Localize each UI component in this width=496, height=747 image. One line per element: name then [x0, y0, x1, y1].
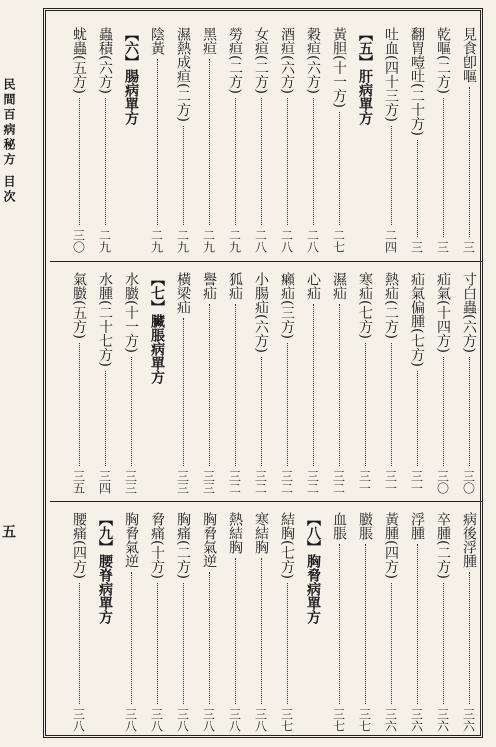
toc-entry — [66, 262, 92, 498]
dot-leader — [261, 558, 262, 704]
dot-leader — [287, 98, 288, 225]
dot-leader — [131, 357, 132, 466]
toc-entry — [118, 262, 144, 498]
toc-entry-title: 乾嘔(二方) — [435, 27, 451, 94]
toc-section-heading — [144, 262, 170, 498]
toc-entry-title: 寒疝(七方) — [357, 272, 373, 339]
toc-entry-title: 寸白蟲(六方) — [461, 272, 477, 353]
toc-entry-page: 三八 — [253, 708, 268, 732]
toc-entry-title: 寒結胸 — [253, 512, 269, 554]
dot-leader — [365, 544, 366, 704]
dot-leader — [313, 98, 314, 225]
dot-leader — [391, 126, 392, 225]
toc-entry — [274, 17, 300, 257]
toc-entry-title: 吐血(四十三方) — [383, 27, 399, 122]
toc-entry-title: 卒腫(二方) — [435, 512, 451, 579]
dot-leader — [105, 98, 106, 225]
toc-section-3 — [50, 501, 482, 736]
dot-leader — [443, 98, 444, 237]
toc-entry — [196, 262, 222, 498]
dot-leader — [235, 558, 236, 704]
toc-entry-page: 三七 — [331, 708, 346, 732]
toc-entry — [326, 17, 352, 257]
dot-leader — [105, 371, 106, 466]
toc-entry-title: 熱疝(二方) — [383, 272, 399, 339]
toc-entry-title: 酒疸(六方) — [279, 27, 295, 94]
toc-frame — [43, 8, 483, 738]
toc-entry-title: 水腫(二十七方) — [97, 272, 113, 367]
toc-entry-page: 三二 — [227, 470, 242, 494]
toc-entry-page: 三 — [461, 241, 476, 253]
toc-entry-page: 三二 — [279, 470, 294, 494]
toc-entry — [404, 17, 430, 257]
toc-entry-title: 【九】腰脊病單方 — [97, 512, 113, 624]
toc-entry-page: 二九 — [175, 229, 190, 253]
toc-entry-title: 黃腫(四方) — [383, 512, 399, 579]
toc-entry-page: 三六 — [435, 708, 450, 732]
toc-section-heading — [118, 17, 144, 257]
toc-entry — [170, 17, 196, 257]
toc-entry-title: 【五】肝病單方 — [357, 27, 373, 125]
dot-leader — [443, 583, 444, 704]
dot-leader — [209, 304, 210, 466]
toc-entry — [300, 17, 326, 257]
toc-entry-title: 小腸疝(六方) — [253, 272, 269, 353]
toc-entry-title: 【六】腸病單方 — [123, 27, 139, 125]
toc-entry-title: 蟲積(六方) — [97, 27, 113, 94]
toc-entry — [456, 262, 482, 498]
dot-leader — [339, 544, 340, 704]
toc-entry — [248, 262, 274, 498]
dot-leader — [469, 87, 470, 237]
toc-entry-page: 三四 — [97, 470, 112, 494]
toc-entry — [66, 502, 92, 736]
toc-entry-page: 三三 — [201, 470, 216, 494]
toc-entry — [92, 262, 118, 498]
toc-entry-page: 三三 — [175, 470, 190, 494]
toc-entry — [326, 502, 352, 736]
toc-entry-page: 三七 — [357, 708, 372, 732]
toc-entry-page: 三二 — [331, 470, 346, 494]
toc-entry — [274, 502, 300, 736]
toc-entry — [222, 502, 248, 736]
toc-section-heading — [352, 17, 378, 257]
toc-entry-page: 三六 — [461, 708, 476, 732]
toc-entry — [404, 262, 430, 498]
toc-entry-page: 三 — [435, 241, 450, 253]
dot-leader — [417, 544, 418, 704]
toc-entry — [404, 502, 430, 736]
toc-entry — [352, 502, 378, 736]
toc-entry-title: 翻胃噎吐(二十方) — [409, 27, 425, 136]
toc-entry — [378, 502, 404, 736]
dot-leader — [235, 304, 236, 466]
toc-entry-title: 胸痛(二方) — [175, 512, 191, 579]
toc-entry-title: 譽疝 — [201, 272, 217, 300]
dot-leader — [287, 343, 288, 466]
dot-leader — [235, 98, 236, 225]
dot-leader — [157, 583, 158, 704]
toc-entry — [196, 502, 222, 736]
toc-entry-page: 二八 — [279, 229, 294, 253]
toc-entry-page: 三五 — [71, 470, 86, 494]
dot-leader — [131, 572, 132, 704]
toc-entry-title: 【七】臟脹病單方 — [149, 272, 165, 384]
dot-leader — [209, 59, 210, 225]
toc-entry-title: 勞疸(二方) — [227, 27, 243, 94]
toc-entry-page: 三八 — [201, 708, 216, 732]
toc-entry — [274, 262, 300, 498]
toc-entry-page: 三三 — [123, 470, 138, 494]
toc-entry-page: 三〇 — [461, 470, 476, 494]
toc-entry-title: 脅痛(十方) — [149, 512, 165, 579]
toc-entry-page: 三一 — [357, 470, 372, 494]
toc-entry — [326, 262, 352, 498]
dot-leader — [469, 357, 470, 466]
toc-entry — [144, 502, 170, 736]
toc-entry-page: 三八 — [227, 708, 242, 732]
dot-leader — [417, 140, 418, 237]
toc-entry — [378, 17, 404, 257]
dot-leader — [313, 304, 314, 466]
dot-leader — [157, 59, 158, 225]
toc-entry-title: 血脹 — [331, 512, 347, 540]
toc-entry — [92, 17, 118, 257]
toc-entry-title: 濕疝 — [331, 272, 347, 300]
dot-leader — [79, 98, 80, 225]
toc-entry-title: 黑疸 — [201, 27, 217, 55]
toc-entry-title: 疝氣(十四方) — [435, 272, 451, 353]
toc-entry-title: 氣臌(五方) — [71, 272, 87, 339]
toc-entry-page: 三〇 — [71, 229, 86, 253]
toc-entry-page: 三〇 — [435, 470, 450, 494]
toc-entry-title: 病後浮腫 — [461, 512, 477, 568]
toc-entry-page: 三 — [409, 241, 424, 253]
toc-entry-title: 腰痛(四方) — [71, 512, 87, 579]
toc-entry-title: 黃胆(十一方) — [331, 27, 347, 108]
toc-entry — [144, 17, 170, 257]
toc-entry-title: 癩疝(三方) — [279, 272, 295, 339]
toc-entry-title: 蚘蟲(五方) — [71, 27, 87, 94]
dot-leader — [183, 126, 184, 225]
running-title: 民間百病秘方 目次 — [2, 78, 16, 206]
toc-entry — [300, 262, 326, 498]
toc-entry-page: 三八 — [149, 708, 164, 732]
toc-entry — [430, 17, 456, 257]
toc-entry-title: 水臌(十一方) — [123, 272, 139, 353]
toc-entry — [222, 262, 248, 498]
toc-entry-page: 三六 — [383, 708, 398, 732]
toc-entry — [222, 17, 248, 257]
toc-entry — [430, 262, 456, 498]
toc-entry — [352, 262, 378, 498]
toc-entry-title: 濕熱成疸(二方) — [175, 27, 191, 122]
toc-entry — [378, 262, 404, 498]
dot-leader — [417, 371, 418, 466]
toc-entry — [248, 502, 274, 736]
toc-entry-page: 三六 — [409, 708, 424, 732]
toc-entry — [456, 17, 482, 257]
toc-entry-page: 二九 — [97, 229, 112, 253]
dot-leader — [261, 98, 262, 225]
toc-entry — [196, 17, 222, 257]
toc-entry-page: 二七 — [331, 229, 346, 253]
toc-entry — [170, 262, 196, 498]
dot-leader — [79, 583, 80, 704]
toc-entry-title: 熱結胸 — [227, 512, 243, 554]
toc-entry-page: 二九 — [149, 229, 164, 253]
toc-entry-title: 心疝 — [305, 272, 321, 300]
toc-entry-title: 浮腫 — [409, 512, 425, 540]
page-number: 五 — [0, 524, 16, 541]
toc-entry — [456, 502, 482, 736]
toc-entry-page: 二九 — [227, 229, 242, 253]
toc-entry-page: 三一 — [409, 470, 424, 494]
dot-leader — [443, 357, 444, 466]
toc-entry — [66, 17, 92, 257]
toc-entry-title: 橫梁疝 — [175, 272, 191, 314]
toc-entry — [248, 17, 274, 257]
dot-leader — [79, 343, 80, 466]
dot-leader — [391, 343, 392, 466]
toc-entry-page: 二八 — [253, 229, 268, 253]
toc-entry-title: 胸脅氣逆 — [201, 512, 217, 568]
toc-entry-title: 陰黃 — [149, 27, 165, 55]
toc-entry-title: 見食卽嘔 — [461, 27, 477, 83]
toc-entry-page: 三二 — [253, 470, 268, 494]
toc-entry-page: 二八 — [305, 229, 320, 253]
toc-entry — [118, 502, 144, 736]
toc-entry-title: 臌脹 — [357, 512, 373, 540]
toc-section-heading — [92, 502, 118, 736]
toc-section-heading — [300, 502, 326, 736]
toc-entry-title: 狐疝 — [227, 272, 243, 300]
toc-entry-title: 【八】胸脅病單方 — [305, 512, 321, 624]
dot-leader — [261, 357, 262, 466]
toc-entry-page: 三八 — [123, 708, 138, 732]
toc-entry-page: 三一 — [383, 470, 398, 494]
toc-entry-page: 二九 — [201, 229, 216, 253]
dot-leader — [391, 583, 392, 704]
dot-leader — [287, 583, 288, 704]
toc-entry — [430, 502, 456, 736]
dot-leader — [209, 572, 210, 704]
toc-entry — [170, 502, 196, 736]
dot-leader — [183, 318, 184, 466]
dot-leader — [183, 583, 184, 704]
toc-entry-page: 三七 — [279, 708, 294, 732]
toc-entry-page: 三八 — [175, 708, 190, 732]
toc-entry-title: 胸脅氣逆 — [123, 512, 139, 568]
dot-leader — [469, 572, 470, 704]
dot-leader — [365, 343, 366, 466]
toc-section-2 — [50, 261, 482, 498]
toc-entry-title: 穀疸(六方) — [305, 27, 321, 94]
dot-leader — [339, 112, 340, 225]
toc-entry-page: 三二 — [305, 470, 320, 494]
toc-entry-title: 結胸(七方) — [279, 512, 295, 579]
toc-section-1 — [50, 17, 482, 257]
toc-entry-title: 疝氣偏腫(七方) — [409, 272, 425, 367]
toc-entry-title: 女疸(二方) — [253, 27, 269, 94]
toc-entry-page: 三八 — [71, 708, 86, 732]
toc-entry-page: 二四 — [383, 229, 398, 253]
dot-leader — [339, 304, 340, 466]
